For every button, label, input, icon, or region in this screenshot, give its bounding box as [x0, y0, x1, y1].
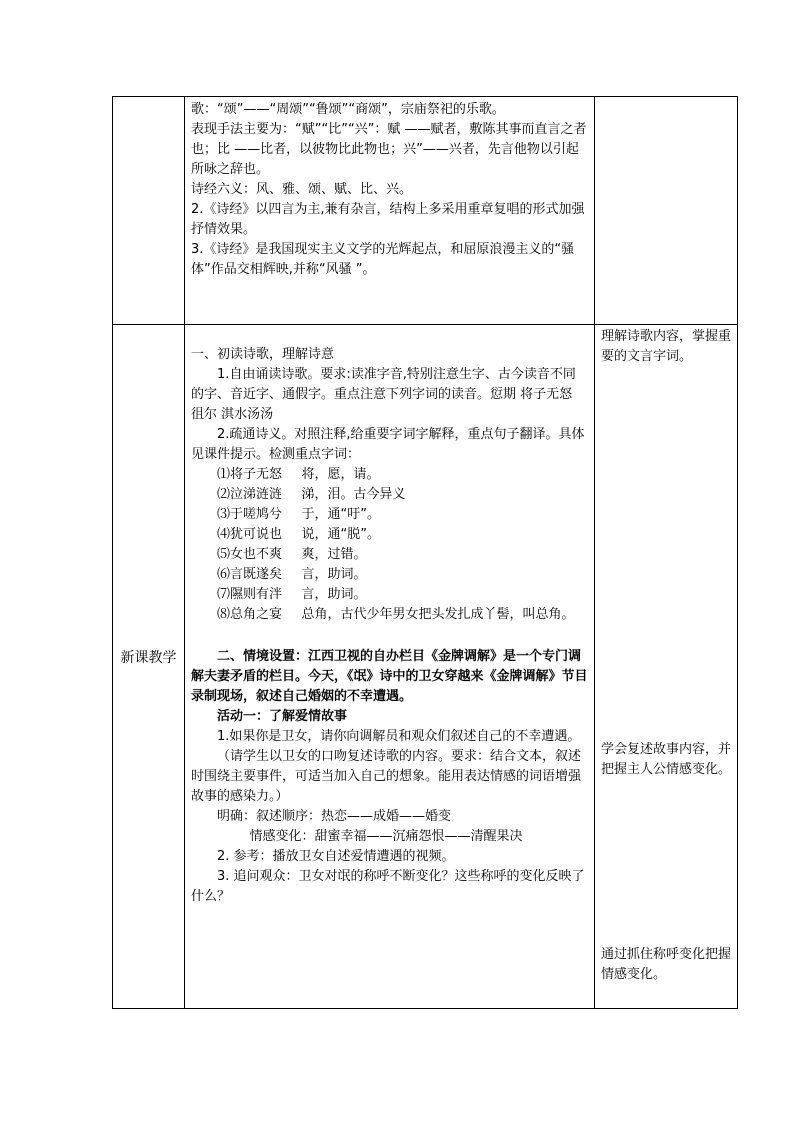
text-line: 表现手法主要为：“赋”“比”“兴”：赋 ——赋者，敷陈其事而直言之者也；比 ——比者，以彼物比此物也；兴”——兴者，先言他物以引起所咏之辞也。 [191, 122, 587, 177]
goal-note: 通过抓住称呼变化把握情感变化。 [601, 947, 732, 982]
step-text: 1.自由诵读诗歌。要求:读准字音,特别注意生字、古今读音不同的字、音近字、通假字。重点注意下列字词的读音。愆期 将子无怒 徂尔 淇水汤汤 [191, 367, 576, 422]
goal-note: 理解诗歌内容，掌握重要的文言字词。 [601, 329, 732, 364]
vocab-item: ⑴将子无怒 将，愿，请。 [217, 467, 380, 482]
text-line: 诗经六义：风、雅、颂、赋、比、兴。 [191, 182, 413, 197]
task-note: （请学生以卫女的口吻复述诗歌的内容。要求：结合文本，叙述时围绕主要事件，可适当加入自己的想象。能用表达情感的词语增强故事的感染力。） [191, 749, 582, 804]
content-cell [185, 97, 595, 325]
text-line: 2.《诗经》以四言为主,兼有杂言，结构上多采用重章复唱的形式加强抒情效果。 [191, 202, 585, 237]
vocab-item: ⑶于嗟鸠兮 于，通“吁”。 [217, 507, 380, 522]
task-text: 2. 参考：播放卫女自述爱情遭遇的视频。 [217, 849, 455, 864]
activity-title: 活动一：了解爱情故事 [217, 709, 348, 724]
text-line: 歌：“颂”——“周颂”“鲁颂”“商颂”，宗庙祭祀的乐歌。 [191, 102, 505, 117]
table-row [113, 97, 738, 325]
task-text: 3. 追问观众：卫女对氓的称呼不断变化？这些称呼的变化反映了什么？ [191, 869, 585, 904]
stage-cell-empty [113, 97, 185, 325]
stage-label: 新课教学 [120, 650, 177, 666]
emotion-text: 情感变化：甜蜜幸福——沉痛怨恨——清醒果决 [249, 829, 523, 844]
text-line: 3.《诗经》是我国现实主义文学的光辉起点，和屈原浪漫主义的“骚体”作品交相辉映,并称“风骚 ”。 [191, 242, 575, 277]
section-heading: 一、初读诗歌，理解诗意 [191, 347, 335, 362]
stage-cell [113, 325, 185, 1009]
section-heading: 二、情境设置：江西卫视的自办栏目《金牌调解》是一个专门调解夫妻矛盾的栏目。今天，《氓》诗中的卫女穿越来《金牌调解》节目录制现场，叙述自己婚姻的不幸遭遇。 [191, 649, 588, 704]
notes-cell [595, 325, 738, 1009]
table-row [113, 325, 738, 1009]
goal-note: 学会复述故事内容，并把握主人公情感变化。 [601, 742, 732, 777]
lesson-plan-table [112, 96, 738, 1009]
vocab-item: ⑸女也不爽 爽，过错。 [217, 547, 367, 562]
notes-cell-empty [595, 97, 738, 325]
content-cell [185, 325, 595, 1009]
step-text: 2.疏通诗义。对照注释,给重要字词字解释，重点句子翻译。具体见课件提示。检测重点字词： [191, 427, 585, 462]
vocab-item: ⑺隰则有泮 言，助词。 [217, 587, 367, 602]
vocab-item: ⑷犹可说也 说，通“脱”。 [217, 527, 380, 542]
vocab-item: ⑻总角之宴 总角，古代少年男女把头发扎成丫髻，叫总角。 [217, 607, 575, 622]
vocab-item: ⑹言既遂矣 言，助词。 [217, 567, 367, 582]
task-text: 1.如果你是卫女，请你向调解员和观众们叙述自己的不幸遭遇。 [217, 729, 581, 744]
vocab-item: ⑵泣涕涟涟 涕，泪。古今异义 [217, 487, 406, 502]
clarify-text: 明确：叙述顺序：热恋——成婚——婚变 [217, 809, 452, 824]
